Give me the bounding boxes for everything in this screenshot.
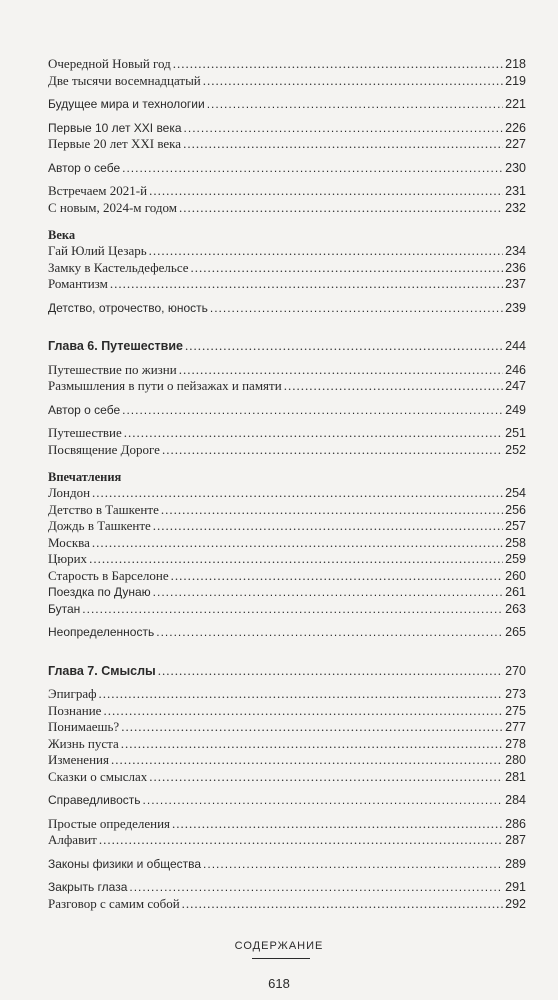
toc-entry-title: Эпиграф <box>48 686 97 701</box>
dot-leader <box>179 200 503 217</box>
toc-entry-page: 226 <box>505 120 526 135</box>
dot-leader <box>122 402 503 419</box>
toc-entry-page: 286 <box>505 816 526 831</box>
toc-entry-title: Первые 20 лет XXI века <box>48 136 182 151</box>
toc-entry-page: 261 <box>505 585 526 599</box>
dot-leader <box>183 136 503 153</box>
dot-leader <box>203 856 503 873</box>
chapter-page: 270 <box>505 663 526 678</box>
chapter-title: Глава 7. Смыслы <box>48 663 156 678</box>
running-footer-label: СОДЕРЖАНИЕ <box>234 940 324 952</box>
dot-leader <box>158 663 503 680</box>
dot-leader <box>82 601 503 618</box>
dot-leader <box>121 719 503 736</box>
toc-entry <box>48 896 526 913</box>
toc-entry <box>48 120 526 137</box>
toc-entry-title: Посвящение Дороге <box>48 441 160 457</box>
footer-divider <box>252 958 310 959</box>
toc-entry-page: 291 <box>505 880 526 894</box>
dot-leader <box>103 703 503 720</box>
toc-entry-page: 237 <box>505 277 526 291</box>
toc-entry-page: 287 <box>505 833 526 847</box>
toc-entry <box>48 502 526 519</box>
toc-entry-title: Детство в Ташкенте <box>48 501 159 517</box>
toc-entry <box>48 378 526 395</box>
toc-entry-title: Лондон <box>48 485 91 500</box>
toc-entry <box>48 73 526 90</box>
toc-entry-title: Бутан <box>48 601 81 616</box>
toc-entry <box>48 183 526 200</box>
dot-leader <box>124 425 503 442</box>
toc-entry-title: Алфавит <box>48 832 97 847</box>
toc-entry-title: Две тысячи восемнадцатый <box>48 72 201 88</box>
toc-entry <box>48 568 526 585</box>
dot-leader <box>129 879 503 896</box>
toc-entry-title: Старость в Барселоне <box>48 567 169 583</box>
toc-entry-page: 275 <box>505 703 526 718</box>
toc-entry-page: 247 <box>505 379 526 393</box>
toc-entry-page: 251 <box>505 426 526 440</box>
toc-entry-title: Замку в Кастельдефельсе <box>48 259 189 275</box>
toc-entry-title: Справедливость <box>48 793 141 807</box>
toc-entry-title: Изменения <box>48 752 109 767</box>
toc-entry-title: Познание <box>48 702 102 718</box>
dot-leader <box>207 96 503 113</box>
dot-leader <box>162 442 503 459</box>
chapter-heading-6 <box>48 338 526 355</box>
toc-entry-page: 289 <box>505 856 526 871</box>
toc-entry-page: 256 <box>505 502 526 517</box>
toc-entry <box>48 856 526 873</box>
dot-leader <box>149 243 503 260</box>
dot-leader <box>203 73 503 90</box>
toc-entry-page: 232 <box>505 200 526 215</box>
toc-entry-page: 219 <box>505 73 526 88</box>
toc-entry-title: Автор о себе <box>48 402 121 417</box>
toc-entry-title: Неопределенность <box>48 625 155 639</box>
toc-entry-title: Первые 10 лет XXI века <box>48 120 182 135</box>
toc-entry-title: Понимаешь? <box>48 719 120 734</box>
dot-leader <box>111 752 503 769</box>
toc-entry-title: Детство, отрочество, юность <box>48 300 208 315</box>
dot-leader <box>173 56 503 73</box>
toc-entry-title: Автор о себе <box>48 160 121 175</box>
dot-leader <box>179 362 503 379</box>
toc-entry-page: 254 <box>505 486 526 500</box>
toc-entry-title: Простые определения <box>48 815 171 831</box>
toc-entry-page: 236 <box>505 260 526 275</box>
dot-leader <box>171 568 504 585</box>
toc-entry-page: 231 <box>505 184 526 198</box>
toc-entry <box>48 485 526 502</box>
toc-entry-title: Цюрих <box>48 551 88 566</box>
chapter-heading-7 <box>48 663 526 680</box>
toc-entry-title: Очередной Новый год <box>48 56 171 71</box>
toc-entry <box>48 136 526 153</box>
toc-entry-page: 227 <box>505 137 526 151</box>
toc-entry-page: 258 <box>505 535 526 550</box>
toc-entry-page: 278 <box>505 736 526 751</box>
toc-entry-page: 252 <box>505 442 526 457</box>
dot-leader <box>172 816 503 833</box>
toc-entry <box>48 362 526 379</box>
toc-entry-page: 292 <box>505 896 526 911</box>
toc-entry <box>48 832 526 849</box>
toc-entry-title: Путешествие по жизни <box>48 361 177 377</box>
dot-leader <box>122 160 503 177</box>
toc-entry <box>48 736 526 753</box>
dot-leader <box>161 502 503 519</box>
toc-entry <box>48 56 526 73</box>
toc-entry-title: Будущее мира и технологии <box>48 97 205 111</box>
dot-leader <box>121 736 503 753</box>
toc-entry <box>48 518 526 535</box>
toc-entry-page: 239 <box>505 300 526 315</box>
toc-entry <box>48 686 526 703</box>
toc-entry <box>48 300 526 317</box>
dot-leader <box>210 300 503 317</box>
toc-entry-title: Поездка по Дунаю <box>48 585 151 599</box>
dot-leader <box>149 769 503 786</box>
toc-entry <box>48 752 526 769</box>
toc-entry-page: 257 <box>505 519 526 533</box>
toc-entry-page: 260 <box>505 568 526 583</box>
dot-leader <box>143 792 504 809</box>
toc-entry <box>48 769 526 786</box>
toc-entry <box>48 879 526 896</box>
dot-leader <box>99 686 504 703</box>
dot-leader <box>153 518 503 535</box>
toc-entry <box>48 425 526 442</box>
dot-leader <box>284 378 503 395</box>
toc-entry-page: 249 <box>505 402 526 417</box>
toc-entry-title: Размышления в пути о пейзажах и памяти <box>48 378 282 393</box>
section-heading-vpechatleniya: Впечатления <box>48 470 122 484</box>
toc-entry-page: 221 <box>505 97 526 111</box>
toc-entry <box>48 160 526 177</box>
dot-leader <box>184 120 504 137</box>
toc-entry-page: 246 <box>505 362 526 377</box>
dot-leader <box>92 535 503 552</box>
toc-entry-page: 259 <box>505 552 526 566</box>
dot-leader <box>156 624 503 641</box>
dot-leader <box>153 584 503 601</box>
dot-leader <box>110 276 503 293</box>
toc-entry-page: 273 <box>505 687 526 701</box>
toc-entry <box>48 816 526 833</box>
toc-entry <box>48 551 526 568</box>
dot-leader <box>182 896 503 913</box>
table-of-contents <box>48 56 526 912</box>
toc-entry-title: Москва <box>48 534 90 550</box>
toc-entry-title: Законы физики и общества <box>48 856 202 871</box>
dot-leader <box>191 260 504 277</box>
toc-entry <box>48 535 526 552</box>
toc-entry <box>48 719 526 736</box>
toc-entry-title: Дождь в Ташкенте <box>48 518 151 533</box>
toc-entry <box>48 200 526 217</box>
dot-leader <box>185 338 503 355</box>
toc-entry <box>48 260 526 277</box>
toc-entry-page: 265 <box>505 625 526 639</box>
toc-entry-title: Закрыть глаза <box>48 880 128 894</box>
toc-entry-title: Жизнь пуста <box>48 735 119 751</box>
toc-entry-title: С новым, 2024-м годом <box>48 199 178 215</box>
toc-entry-page: 277 <box>505 720 526 734</box>
toc-entry-title: Встречаем 2021-й <box>48 183 148 198</box>
dot-leader <box>149 183 503 200</box>
toc-entry <box>48 703 526 720</box>
toc-entry-page: 230 <box>505 160 526 175</box>
toc-entry <box>48 243 526 260</box>
toc-entry-title: Гай Юлий Цезарь <box>48 243 147 258</box>
toc-entry <box>48 96 526 113</box>
chapter-page: 244 <box>505 339 526 353</box>
toc-entry-title: Разговор с самим собой <box>48 895 180 911</box>
page-number: 618 <box>268 976 290 991</box>
toc-entry-title: Путешествие <box>48 425 122 440</box>
toc-entry-title: Романтизм <box>48 276 108 291</box>
toc-entry-page: 280 <box>505 753 526 767</box>
dot-leader <box>89 551 503 568</box>
toc-entry <box>48 584 526 601</box>
toc-entry <box>48 601 526 618</box>
toc-entry-page: 281 <box>505 769 526 784</box>
toc-entry-page: 218 <box>505 57 526 71</box>
dot-leader <box>92 485 503 502</box>
dot-leader <box>99 832 503 849</box>
toc-entry-page: 234 <box>505 244 526 258</box>
toc-entry <box>48 442 526 459</box>
toc-entry <box>48 792 526 809</box>
toc-entry-page: 284 <box>505 793 526 807</box>
toc-entry <box>48 276 526 293</box>
toc-entry-title: Сказки о смыслах <box>48 768 148 784</box>
toc-entry-page: 263 <box>505 601 526 616</box>
toc-entry <box>48 402 526 419</box>
chapter-title: Глава 6. Путешествие <box>48 339 183 353</box>
section-heading-veka: Века <box>48 228 76 242</box>
toc-entry <box>48 624 526 641</box>
